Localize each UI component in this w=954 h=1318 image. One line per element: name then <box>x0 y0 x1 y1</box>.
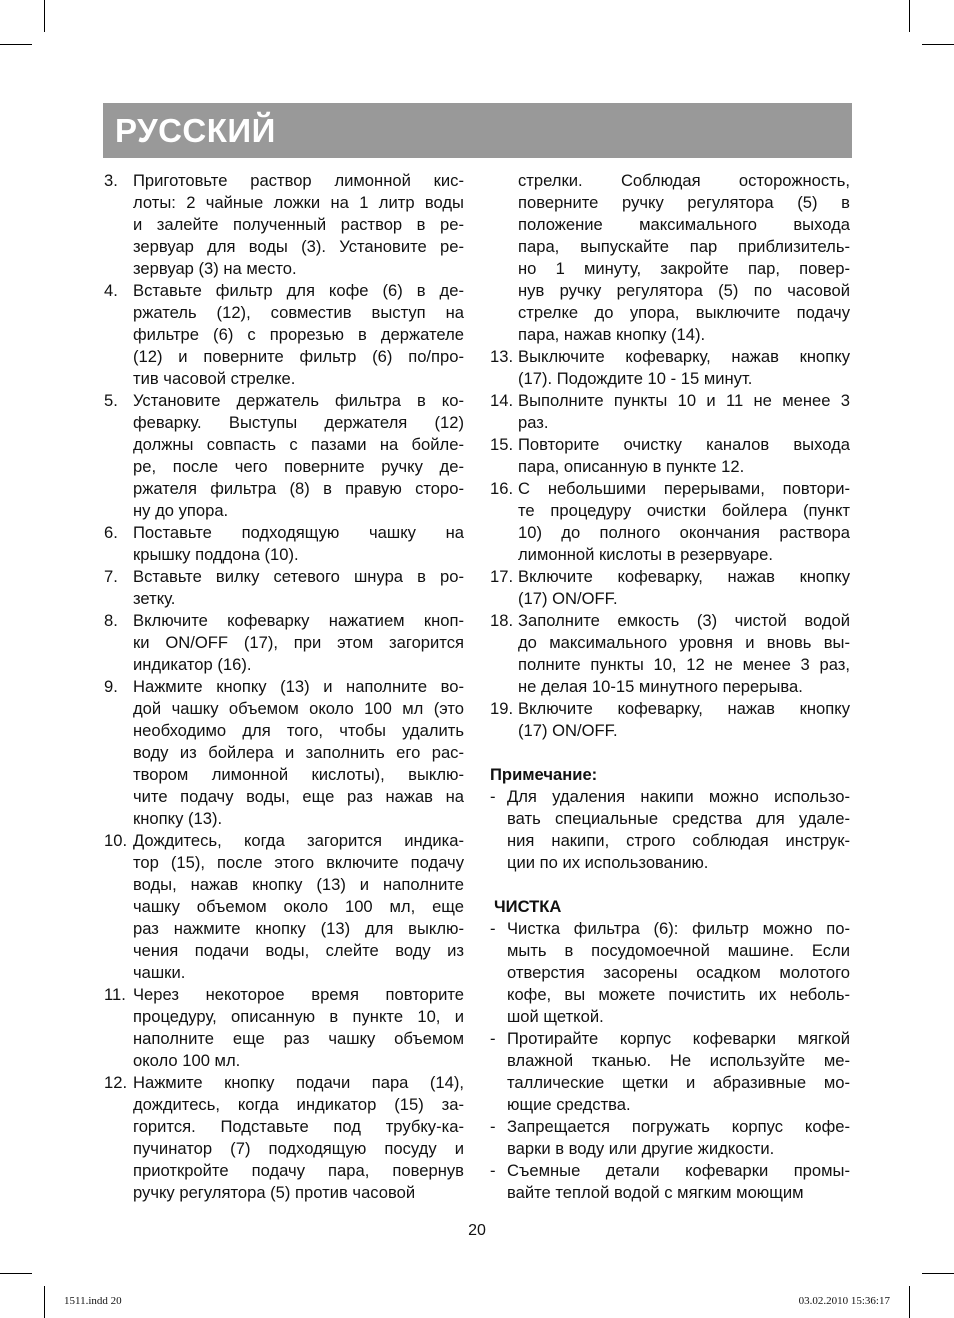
text-line: феварку. Выступы держателя (12) <box>133 413 464 432</box>
item-number: 5. <box>104 391 118 410</box>
text-line: необходимо для того, чтобы удалить <box>133 721 464 740</box>
section-title: РУССКИЙ <box>115 112 276 149</box>
bullet-dash: - <box>490 1029 496 1048</box>
item-number: 14. <box>490 391 514 410</box>
text-line: Приготовьте раствор лимонной кис- <box>133 171 464 190</box>
list-item <box>490 434 850 478</box>
cleaning-heading: ЧИСТКА <box>494 897 562 916</box>
text-line: должны совпасть с пазами на бойле- <box>133 435 464 454</box>
text-line: Включите кофеварку, нажав кнопку <box>518 699 850 718</box>
text-line: Съемные детали кофеварки промы- <box>507 1161 850 1180</box>
numbered-list <box>490 346 850 742</box>
text-line: Заполните емкость (3) чистой водой <box>518 611 850 630</box>
bullet-text <box>507 1160 850 1204</box>
list-item <box>490 390 850 434</box>
item-text <box>133 676 464 830</box>
crop-mark <box>922 1273 954 1274</box>
item-text <box>133 984 464 1072</box>
list-item <box>490 698 850 742</box>
text-line: Выполните пункты 10 и 11 не менее 3 <box>518 391 850 410</box>
text-line: влажной тканью. Не используйте ме- <box>507 1051 850 1070</box>
crop-mark <box>44 1286 45 1318</box>
text-line: мыть в посудомоечной машине. Если <box>507 941 850 960</box>
text-line: ре, после чего поверните ручку де- <box>133 457 464 476</box>
item-text <box>133 522 464 566</box>
text-line: С небольшими перерывами, повтори- <box>518 479 850 498</box>
text-line: лимонной кислоты в резервуаре. <box>518 545 773 564</box>
item-text <box>133 610 464 676</box>
note-heading: Примечание: <box>490 765 598 784</box>
text-line: ручку регулятора (5) против часовой <box>133 1183 416 1202</box>
bullet-text <box>507 1028 850 1116</box>
bullet-dash: - <box>490 1117 496 1136</box>
text-line: Для удаления накипи можно использо- <box>507 787 850 806</box>
section-header-bar <box>103 103 852 158</box>
text-line: чашки. <box>133 963 186 982</box>
item-text <box>133 280 464 390</box>
bullet-item <box>490 1116 850 1160</box>
item-number: 19. <box>490 699 514 718</box>
text-line: варки в воду или другие жидкости. <box>507 1139 775 1158</box>
list-item <box>104 830 464 984</box>
text-line: дой чашку объемом около 100 мл (это <box>133 699 464 718</box>
bullet-dash: - <box>490 1161 496 1180</box>
list-item <box>490 566 850 610</box>
item-number: 15. <box>490 435 514 454</box>
item-number: 6. <box>104 523 118 542</box>
text-line: чашку объемом около 100 мл, еще <box>133 897 464 916</box>
text-line: таллические щетки и абразивные мо- <box>507 1073 850 1092</box>
text-line: пара, выпускайте пар приблизитель- <box>518 237 850 256</box>
item-number: 9. <box>104 677 118 696</box>
text-line: Включите кофеварку нажатием кноп- <box>133 611 464 630</box>
text-line: стрелки. Соблюдая осторожность, <box>518 171 850 190</box>
item-text <box>133 566 464 610</box>
text-line: раз. <box>518 413 549 432</box>
text-line: ции по их использованию. <box>507 853 709 872</box>
crop-mark <box>909 1286 910 1318</box>
text-line: ния накипи, строго соблюдая инструк- <box>507 831 850 850</box>
list-item <box>104 280 464 390</box>
list-item <box>490 346 850 390</box>
text-line: положение максимального выхода <box>518 215 850 234</box>
text-line: дождитесь, когда индикатор (15) за- <box>133 1095 464 1114</box>
list-item <box>490 610 850 698</box>
text-line: Вставьте фильтр для кофе (6) в де- <box>133 281 464 300</box>
text-line: ржателя фильтра (8) в правую сторо- <box>133 479 464 498</box>
item-number: 17. <box>490 567 514 586</box>
crop-mark <box>909 0 910 32</box>
text-line: Нажмите кнопку подачи пара (14), <box>133 1073 464 1092</box>
text-line: нув ручку регулятора (5) по часовой <box>518 281 850 300</box>
text-line: индикатор (16). <box>133 655 252 674</box>
bullet-text <box>507 786 850 874</box>
item-text <box>518 346 850 390</box>
text-line: около 100 мл. <box>133 1051 241 1070</box>
text-line: Через некоторое время повторите <box>133 985 464 1004</box>
cleaning-list <box>490 918 850 1204</box>
item-number: 16. <box>490 479 514 498</box>
text-line: Запрещается погружать корпус кофе- <box>507 1117 850 1136</box>
text-line: Дождитесь, когда загорится индика- <box>133 831 464 850</box>
list-item <box>104 676 464 830</box>
item-number: 11. <box>104 985 126 1004</box>
item-text <box>518 478 850 566</box>
crop-mark <box>0 1273 32 1274</box>
text-line: но 1 минуту, закройте пар, повер- <box>518 259 850 278</box>
bullet-dash: - <box>490 787 496 806</box>
text-line: поверните ручку регулятора (5) в <box>518 193 850 212</box>
text-line: зетку. <box>133 589 176 608</box>
text-line: стрелке до упора, выключите подачу <box>518 303 850 322</box>
bullet-dash: - <box>490 919 496 938</box>
text-line: отверстия засорены осадком молотого <box>507 963 850 982</box>
item-text <box>133 170 464 280</box>
text-line: фильтре (6) с прорезью в держателе <box>133 325 464 344</box>
text-line: тив часовой стрелке. <box>133 369 296 388</box>
footer-timestamp: 03.02.2010 15:36:17 <box>798 1295 890 1307</box>
text-line: тор (15), после этого включите подачу <box>133 853 464 872</box>
text-line: пучинатор (7) подходящую посуду и <box>133 1139 464 1158</box>
bullet-item <box>490 1028 850 1116</box>
crop-mark <box>0 44 32 45</box>
list-item <box>104 522 464 566</box>
item-text <box>518 610 850 698</box>
text-line: (17) ON/OFF. <box>518 589 618 608</box>
item-text <box>518 566 850 610</box>
text-line: воды, нажав кнопку (13) и наполните <box>133 875 464 894</box>
crop-mark <box>922 44 954 45</box>
text-line: 10) до полного окончания раствора <box>518 523 850 542</box>
text-line: наполните еще раз чашку объемом <box>133 1029 464 1048</box>
text-line: твором лимонной кислоты), выклю- <box>133 765 464 784</box>
text-line: Вставьте вилку сетевого шнура в ро- <box>133 567 464 586</box>
note-list <box>490 786 850 874</box>
text-line: Повторите очистку каналов выхода <box>518 435 850 454</box>
text-line: до максимального уровня и вновь вы- <box>518 633 850 652</box>
item-number: 3. <box>104 171 118 190</box>
text-line: шой щеткой. <box>507 1007 604 1026</box>
bullet-text <box>507 1116 850 1160</box>
text-line: вайте теплой водой с мягким моющим <box>507 1183 804 1202</box>
continued-item-text <box>490 170 850 346</box>
text-line: ржатель (12), совместив выступ на <box>133 303 464 322</box>
text-line: горится. Подставьте под трубку-ка- <box>133 1117 464 1136</box>
text-line: Установите держатель фильтра в ко- <box>133 391 464 410</box>
text-line: (17). Подождите 10 - 15 минут. <box>518 369 753 388</box>
item-number: 10. <box>104 831 128 850</box>
text-line: ну до упора. <box>133 501 229 520</box>
bullet-text <box>507 918 850 1028</box>
bullet-item <box>490 918 850 1028</box>
text-line: Чистка фильтра (6): фильтр можно по- <box>507 919 850 938</box>
text-line: крышку поддона (10). <box>133 545 299 564</box>
item-number: 4. <box>104 281 118 300</box>
item-text <box>133 1072 464 1204</box>
text-line: Включите кофеварку, нажав кнопку <box>518 567 850 586</box>
text-line: кофе, вы можете почистить их неболь- <box>507 985 850 1004</box>
text-line: зервуар (3) на место. <box>133 259 297 278</box>
text-line: зервуар для воды (3). Установите ре- <box>133 237 464 256</box>
list-item <box>104 390 464 522</box>
text-line: кнопку (13). <box>133 809 223 828</box>
item-number: 13. <box>490 347 514 366</box>
left-column <box>104 170 464 1204</box>
item-text <box>518 390 850 434</box>
list-item <box>104 610 464 676</box>
text-line: приоткройте подачу пара, повернув <box>133 1161 464 1180</box>
text-line: (17) ON/OFF. <box>518 721 618 740</box>
list-item <box>104 984 464 1072</box>
crop-mark <box>44 0 45 32</box>
list-item <box>104 170 464 280</box>
text-line: лоты: 2 чайные ложки на 1 литр воды <box>133 193 464 212</box>
item-number: 18. <box>490 611 514 630</box>
bullet-item <box>490 786 850 874</box>
text-line: Выключите кофеварку, нажав кнопку <box>518 347 850 366</box>
text-line: чите подачу воды, еще раз нажав на <box>133 787 464 806</box>
text-line: (12) и поверните фильтр (6) по/про- <box>133 347 464 366</box>
text-line: Протирайте корпус кофеварки мягкой <box>507 1029 850 1048</box>
item-number: 7. <box>104 567 118 586</box>
item-text <box>133 830 464 984</box>
text-line: те процедуру очистки бойлера (пункт <box>518 501 850 520</box>
text-line: процедуру, описанную в пункте 10, и <box>133 1007 464 1026</box>
bullet-item <box>490 1160 850 1204</box>
page-number: 20 <box>468 1222 486 1239</box>
right-column <box>490 170 850 1204</box>
item-text <box>518 434 850 478</box>
text-line: Поставьте подходящую чашку на <box>133 523 464 542</box>
text-line: полните пункты 10, 12 не менее 3 раз, <box>518 655 850 674</box>
list-item <box>104 1072 464 1204</box>
item-number: 12. <box>104 1073 128 1092</box>
text-line: чения подачи воды, слейте воду из <box>133 941 464 960</box>
footer-file-name: 1511.indd 20 <box>64 1295 122 1307</box>
text-line: и залейте полученный раствор в ре- <box>133 215 464 234</box>
text-line: раз нажмите кнопку (13) для выклю- <box>133 919 464 938</box>
text-line: воду из бойлера и заполнить его рас- <box>133 743 464 762</box>
text-line: вать специальные средства для удале- <box>507 809 850 828</box>
text-line: не делая 10-15 минутного перерыва. <box>518 677 803 696</box>
list-item <box>490 478 850 566</box>
text-line: Нажмите кнопку (13) и наполните во- <box>133 677 464 696</box>
list-item <box>104 566 464 610</box>
text-line: ки ON/OFF (17), при этом загорится <box>133 633 464 652</box>
text-line: пара, описанную в пункте 12. <box>518 457 745 476</box>
item-number: 8. <box>104 611 118 630</box>
item-text <box>518 698 850 742</box>
item-text <box>133 390 464 522</box>
text-line: ющие средства. <box>507 1095 631 1114</box>
text-line: пара, нажав кнопку (14). <box>518 325 706 344</box>
